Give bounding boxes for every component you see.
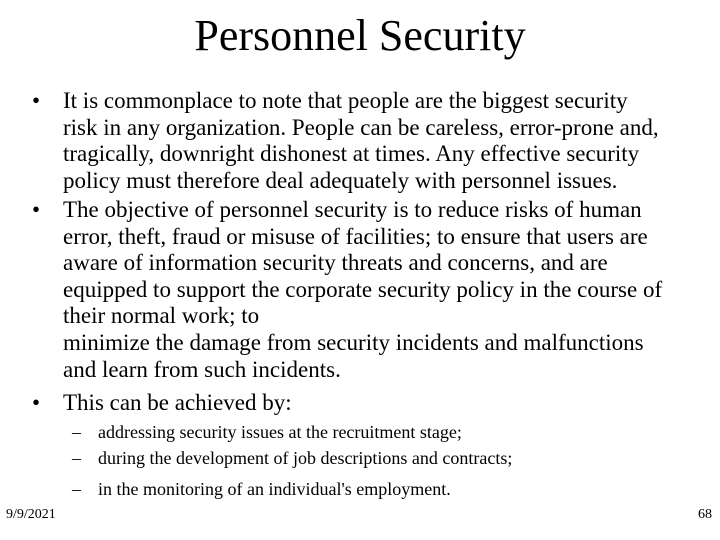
bullet-line: It is commonplace to note that people are the biggest security xyxy=(63,88,628,113)
sub-bullet-text: addressing security issues at the recruitment stage; xyxy=(98,422,462,442)
bullet-marker: • xyxy=(32,88,41,113)
bullet-line: The objective of personnel security is to reduce risks of human xyxy=(63,197,642,222)
sub-bullet-marker: – xyxy=(72,479,81,499)
bullet-line: equipped to support the corporate security policy in the course of xyxy=(63,276,663,302)
bullet-line: minimize the damage from security incidents and malfunctions xyxy=(63,329,644,355)
bullet-line: aware of information security threats and concerns, and are xyxy=(63,250,608,276)
bullet-line: and learn from such incidents. xyxy=(63,356,341,382)
slide-title: Personnel Security xyxy=(194,11,526,60)
bullet-item xyxy=(32,88,704,194)
sub-bullet-text: during the development of job descriptions and contracts; xyxy=(98,448,513,468)
footer-date: 9/9/2021 xyxy=(6,507,56,522)
bullet-item xyxy=(32,197,704,383)
bullet-item xyxy=(32,390,704,417)
sub-bullet-text: in the monitoring of an individual's employment. xyxy=(98,479,451,499)
bullet-marker: • xyxy=(32,390,41,415)
bullet-line: error, theft, fraud or misuse of facilities; to ensure that users are xyxy=(63,223,648,249)
sub-bullet-item xyxy=(72,421,462,443)
sub-bullet-marker: – xyxy=(72,422,81,442)
bullet-line: their normal work; to xyxy=(63,303,260,329)
bullet-line: This can be achieved by: xyxy=(63,390,292,415)
bullet-marker: • xyxy=(32,197,41,222)
sub-bullet-item xyxy=(72,447,512,469)
bullet-text xyxy=(63,88,704,194)
bullet-text xyxy=(63,197,704,383)
sub-bullet-marker: – xyxy=(72,448,81,468)
bullet-line: tragically, downright dishonest at times. Any effective security xyxy=(63,141,640,167)
bullet-line: policy must therefore deal adequately with personnel issues. xyxy=(63,167,618,193)
bullet-text xyxy=(63,390,704,417)
bullet-line: risk in any organization. People can be careless, error-prone and, xyxy=(63,114,659,140)
sub-bullet-item xyxy=(72,478,451,500)
page-number: 68 xyxy=(698,507,712,522)
